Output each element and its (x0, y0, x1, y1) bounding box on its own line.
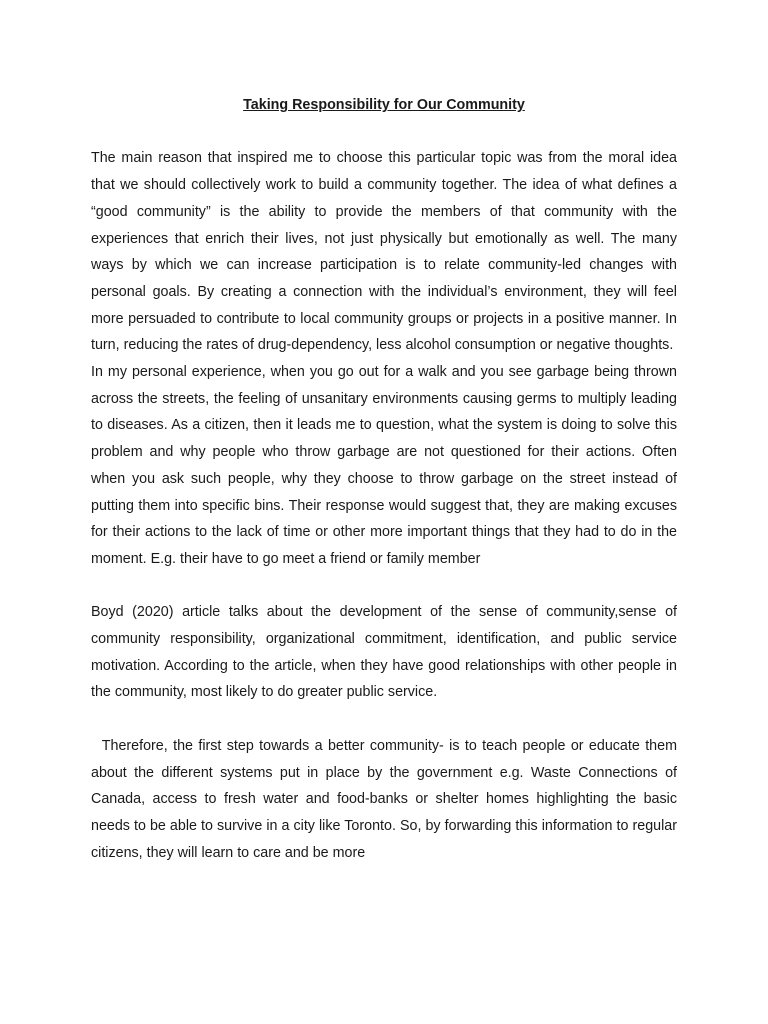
paragraph-1: The main reason that inspired me to choose this particular topic was from the moral idea that we should collectively work to build a community together. The idea of what defines a “good community” is the ability to provide the members of that community with the experiences that enrich their lives, not just physically but emotionally as well. The many ways by which we can increase participation is to relate community-led changes with personal goals. By creating a connection with the individual’s environment, they will feel more persuaded to contribute to local community groups or projects in a positive manner. In turn, reducing the rates of drug-dependency, less alcohol consumption or negative thoughts. (91, 150, 677, 354)
document-title: Taking Responsibility for Our Community (243, 97, 525, 113)
paragraph-3: Boyd (2020) article talks about the development of the sense of community,sense of community responsibility, organizational commitment, identification, and public service motivation. According to the article, when they have good relationships with other people in the community, most likely to do greater public service. (91, 604, 677, 701)
document-page (91, 92, 681, 866)
paragraph-2: In my personal experience, when you go out for a walk and you see garbage being thrown across the streets, the feeling of unsanitary environments causing germs to multiply leading to diseases. As a citizen, then it leads me to question, what the system is doing to solve this problem and why people who throw garbage are not questioned for their actions. Often when you ask such people, why they choose to throw garbage on the street instead of putting them into specific bins. Their response would suggest that, they are making excuses for their actions to the lack of time or other more important things that they had to do in the moment. E.g. their have to go meet a friend or family member (91, 364, 677, 567)
paragraph-4: Therefore, the first step towards a better community- is to teach people or educate them about the different systems put in place by the government e.g. Waste Connections of Canada, access to fresh water and food-banks or shelter homes highlighting the basic needs to be able to survive in a city like Toronto. So, by forwarding this information to regular citizens, they will learn to care and be more (91, 737, 681, 861)
